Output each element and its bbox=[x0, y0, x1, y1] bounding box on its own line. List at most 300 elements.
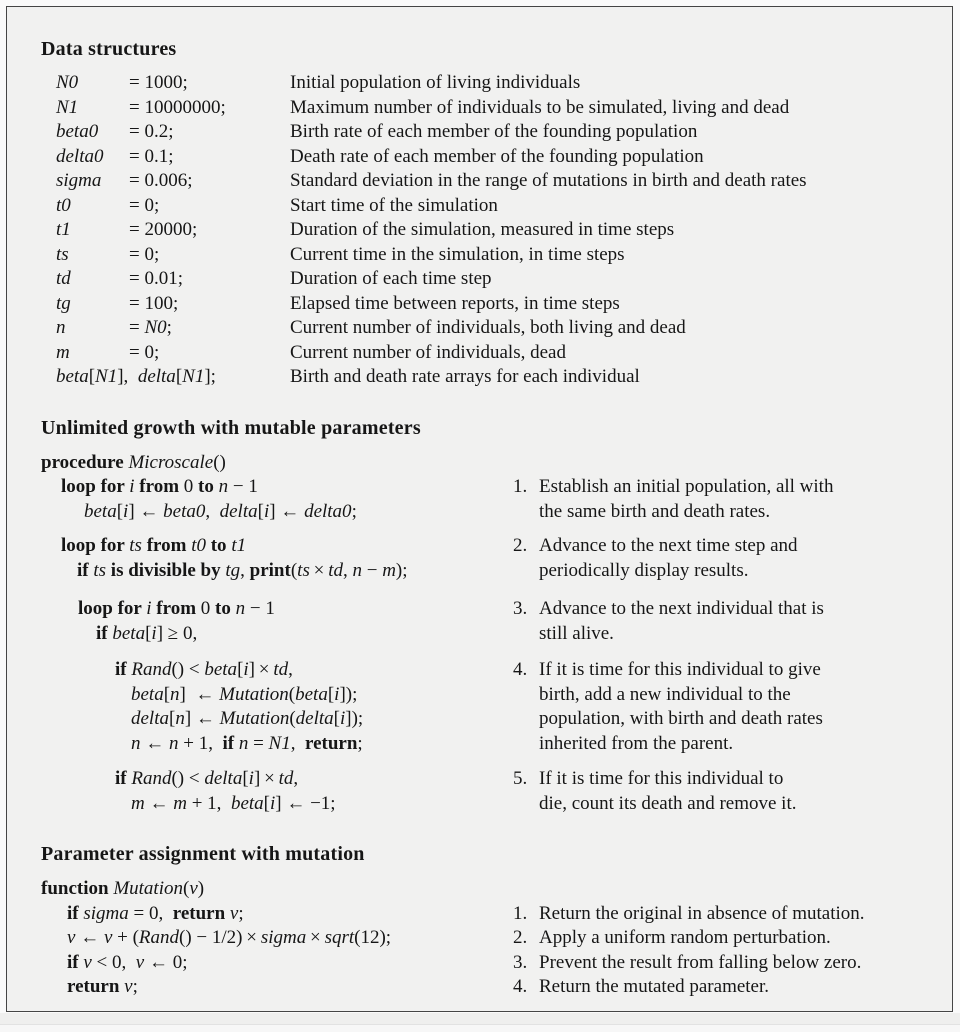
data-structure-row bbox=[56, 145, 938, 170]
text-segment: , bbox=[205, 500, 220, 522]
annotation bbox=[513, 951, 938, 976]
text-segment: t0 bbox=[191, 535, 206, 556]
text-segment: beta bbox=[84, 500, 117, 522]
text-segment: return bbox=[172, 902, 230, 924]
variable-value bbox=[129, 316, 290, 341]
variable-value bbox=[129, 120, 290, 145]
code-block bbox=[41, 902, 513, 927]
code-line bbox=[41, 902, 513, 927]
annotation-number: 2. bbox=[513, 535, 528, 556]
mutation-block bbox=[41, 975, 938, 1000]
text-segment: [ bbox=[237, 659, 244, 680]
annotation-line: still alive. bbox=[539, 622, 614, 644]
text-segment: v bbox=[135, 951, 145, 973]
text-segment: = 0.006; bbox=[129, 170, 193, 191]
annotation-line: inherited from the parent. bbox=[539, 732, 734, 754]
variable-value bbox=[129, 243, 290, 268]
mutation-block bbox=[41, 877, 938, 902]
text-segment: [ bbox=[263, 792, 270, 814]
data-structures-rows bbox=[56, 71, 938, 390]
code-line bbox=[41, 500, 513, 525]
text-segment: [ bbox=[116, 500, 124, 522]
annotation bbox=[513, 597, 938, 646]
text-segment: ]; bbox=[204, 366, 216, 387]
text-segment: = bbox=[248, 732, 269, 754]
text-segment: delta bbox=[219, 500, 258, 522]
text-segment: Rand bbox=[138, 927, 180, 948]
variable-description: Initial population of living individuals bbox=[290, 72, 581, 93]
variable-description: Birth rate of each member of the founding population bbox=[290, 121, 698, 142]
annotation-line: periodically display results. bbox=[539, 559, 749, 581]
text-segment: n bbox=[56, 317, 66, 338]
text-segment: ); bbox=[395, 559, 408, 581]
microscale-block bbox=[41, 451, 938, 476]
text-segment: [ bbox=[88, 366, 96, 387]
text-segment: td bbox=[278, 768, 294, 789]
text-segment: N1 bbox=[56, 96, 79, 118]
text-segment: 0 bbox=[200, 598, 211, 619]
variable-name bbox=[56, 365, 290, 390]
annotation bbox=[513, 926, 938, 951]
code-block bbox=[41, 475, 513, 524]
text-segment: Mutation bbox=[219, 708, 290, 729]
annotation-line: If it is time for this individual to bbox=[539, 768, 784, 789]
text-segment: tg bbox=[56, 292, 71, 314]
text-segment: beta bbox=[112, 622, 146, 644]
data-structure-row bbox=[56, 194, 938, 219]
variable-name bbox=[56, 120, 129, 145]
text-segment: , bbox=[240, 559, 250, 581]
annotation-text bbox=[539, 926, 831, 951]
text-segment: loop for bbox=[61, 476, 130, 497]
text-segment: tg bbox=[225, 559, 241, 581]
variable-name bbox=[56, 96, 129, 121]
data-structure-row bbox=[56, 365, 938, 390]
variable-name bbox=[56, 169, 129, 194]
variable-value bbox=[129, 292, 290, 317]
text-segment: m bbox=[56, 341, 70, 363]
text-segment: delta bbox=[295, 708, 334, 729]
text-segment: ← bbox=[140, 732, 169, 754]
text-segment: [ bbox=[175, 366, 183, 387]
text-segment: print bbox=[249, 559, 291, 581]
variable-name bbox=[56, 71, 129, 96]
text-segment: × bbox=[309, 559, 329, 581]
text-segment: sqrt bbox=[324, 927, 355, 948]
code-line bbox=[41, 767, 513, 792]
text-segment: delta0 bbox=[56, 145, 104, 167]
text-segment: n bbox=[131, 732, 141, 754]
code-line bbox=[41, 597, 513, 622]
microscale-block bbox=[41, 658, 938, 756]
text-segment: ← bbox=[75, 927, 104, 948]
text-segment: ]); bbox=[345, 708, 364, 729]
variable-value bbox=[129, 169, 290, 194]
text-segment: ts bbox=[93, 559, 107, 581]
text-segment: + 1, bbox=[186, 792, 231, 814]
text-segment: ], bbox=[117, 366, 138, 387]
text-segment: m bbox=[131, 792, 145, 814]
variable-value bbox=[129, 194, 290, 219]
text-segment: ; bbox=[351, 500, 357, 522]
text-segment: = 1000; bbox=[129, 72, 188, 93]
mutation-block bbox=[41, 951, 938, 976]
variable-description: Current number of individuals, both living and dead bbox=[290, 317, 686, 338]
text-segment: is divisible by bbox=[106, 559, 226, 581]
text-segment: v bbox=[83, 951, 92, 973]
text-segment: i bbox=[129, 476, 135, 497]
text-segment: procedure bbox=[41, 451, 129, 473]
text-segment: = 0; bbox=[129, 243, 160, 265]
variable-name bbox=[56, 267, 129, 292]
text-segment: v bbox=[124, 976, 133, 997]
text-segment: () < bbox=[171, 659, 205, 680]
variable-name bbox=[56, 243, 129, 268]
annotation-line: Advance to the next time step and bbox=[539, 535, 798, 556]
code-block bbox=[41, 767, 513, 816]
text-segment: × bbox=[306, 927, 325, 948]
text-segment: if bbox=[77, 559, 94, 581]
annotation-number: 3. bbox=[513, 598, 528, 619]
text-segment: = 0, bbox=[128, 902, 173, 924]
text-segment: − 1 bbox=[228, 476, 258, 497]
annotation-text bbox=[539, 475, 833, 524]
text-segment: if bbox=[222, 732, 239, 754]
annotation-number: 4. bbox=[513, 659, 528, 680]
text-segment: ; bbox=[238, 902, 244, 924]
code-block bbox=[41, 597, 513, 646]
text-segment: td bbox=[273, 659, 289, 680]
text-segment: i bbox=[263, 500, 270, 522]
annotation-text bbox=[539, 767, 796, 816]
code-line bbox=[41, 475, 513, 500]
text-segment: t1 bbox=[56, 219, 71, 240]
text-segment: [ bbox=[242, 768, 249, 789]
data-structure-row bbox=[56, 71, 938, 96]
text-segment: if bbox=[67, 951, 84, 973]
text-segment: from bbox=[134, 476, 184, 497]
annotation-line: population, with birth and death rates bbox=[539, 708, 823, 729]
variable-value bbox=[129, 267, 290, 292]
text-segment: N1 bbox=[95, 366, 118, 387]
text-segment: t0 bbox=[56, 194, 71, 216]
microscale-heading: Unlimited growth with mutable parameters bbox=[41, 416, 421, 439]
annotation-line: Establish an initial population, all with bbox=[539, 476, 834, 497]
annotation-line: Apply a uniform random perturbation. bbox=[539, 927, 831, 948]
text-segment: ] × bbox=[248, 659, 274, 680]
code-line bbox=[41, 951, 513, 976]
code-block bbox=[41, 658, 513, 756]
data-structure-row bbox=[56, 292, 938, 317]
text-segment: loop for bbox=[61, 535, 130, 556]
text-segment: Mutation bbox=[219, 683, 289, 705]
text-segment: = 20000; bbox=[129, 219, 198, 240]
code-line bbox=[41, 658, 513, 683]
text-segment: sigma bbox=[83, 902, 129, 924]
code-line bbox=[41, 707, 513, 732]
text-segment: beta bbox=[56, 366, 89, 387]
code-line bbox=[41, 534, 513, 559]
annotation-text bbox=[539, 597, 824, 646]
text-segment: 0 bbox=[183, 476, 194, 497]
text-segment: v bbox=[189, 878, 198, 899]
variable-description: Current time in the simulation, in time steps bbox=[290, 243, 625, 265]
text-segment: , bbox=[290, 732, 305, 754]
text-segment: + ( bbox=[112, 927, 139, 948]
text-segment: i bbox=[146, 598, 152, 619]
annotation bbox=[513, 534, 938, 583]
annotation-number: 1. bbox=[513, 902, 528, 924]
text-segment: i bbox=[248, 768, 254, 789]
annotation-text bbox=[539, 951, 861, 976]
text-segment: beta bbox=[295, 683, 328, 705]
annotation-text bbox=[539, 658, 823, 756]
text-segment: ( bbox=[183, 878, 190, 899]
mutation-blocks bbox=[41, 877, 938, 1000]
text-segment: beta bbox=[230, 792, 264, 814]
code-line bbox=[41, 975, 513, 1000]
text-segment: i bbox=[269, 792, 276, 814]
text-segment: beta bbox=[204, 659, 238, 680]
text-segment: Mutation bbox=[113, 878, 183, 899]
data-structure-row bbox=[56, 267, 938, 292]
text-segment: ts bbox=[129, 535, 142, 556]
annotation-number: 3. bbox=[513, 951, 528, 973]
annotation-text bbox=[539, 534, 798, 583]
text-segment: ( bbox=[290, 559, 298, 581]
variable-description: Current number of individuals, dead bbox=[290, 341, 566, 363]
annotation-text bbox=[539, 975, 769, 1000]
data-structure-row bbox=[56, 120, 938, 145]
text-segment: [ bbox=[145, 622, 152, 644]
code-line bbox=[41, 732, 513, 757]
text-segment: to bbox=[193, 476, 219, 497]
annotation-line: Return the mutated parameter. bbox=[539, 976, 770, 997]
text-segment: [ bbox=[327, 683, 335, 705]
variable-description: Maximum number of individuals to be simulated, living and dead bbox=[290, 96, 790, 118]
text-segment: Microscale bbox=[128, 451, 214, 473]
text-segment: ] ← bbox=[128, 500, 164, 522]
text-segment: i bbox=[334, 683, 340, 705]
code-line bbox=[41, 792, 513, 817]
code-block bbox=[41, 451, 513, 476]
annotation bbox=[513, 658, 938, 756]
variable-description: Duration of the simulation, measured in time steps bbox=[290, 219, 675, 240]
text-segment: from bbox=[141, 535, 192, 556]
annotation-number: 5. bbox=[513, 768, 528, 789]
code-line bbox=[41, 877, 513, 902]
text-segment: − bbox=[361, 559, 383, 581]
variable-name bbox=[56, 341, 129, 366]
microscale-block bbox=[41, 475, 938, 524]
variable-name bbox=[56, 292, 129, 317]
text-segment: = 0; bbox=[129, 341, 160, 363]
data-structure-row bbox=[56, 341, 938, 366]
code-block bbox=[41, 534, 513, 583]
variable-name bbox=[56, 194, 129, 219]
text-segment: () − 1/2) × bbox=[179, 927, 261, 948]
text-segment: Rand bbox=[131, 659, 172, 680]
text-segment: delta0 bbox=[304, 500, 352, 522]
text-segment: n bbox=[170, 683, 180, 705]
text-segment: m bbox=[173, 792, 187, 814]
text-segment: sigma bbox=[260, 927, 307, 948]
data-structure-row bbox=[56, 96, 938, 121]
data-structures-heading: Data structures bbox=[41, 38, 177, 60]
text-segment: ] ≥ 0, bbox=[156, 622, 198, 644]
text-segment: delta bbox=[131, 708, 169, 729]
code-line bbox=[41, 926, 513, 951]
mutation-block bbox=[41, 926, 938, 951]
text-segment: = 100; bbox=[129, 292, 179, 314]
variable-value bbox=[129, 341, 290, 366]
variable-description: Death rate of each member of the founding population bbox=[290, 145, 704, 167]
text-segment: ← bbox=[144, 792, 174, 814]
variable-name bbox=[56, 145, 129, 170]
text-segment: [ bbox=[333, 708, 340, 729]
text-segment: [ bbox=[169, 708, 176, 729]
text-segment: ] ← −1; bbox=[275, 792, 336, 814]
annotation bbox=[513, 902, 938, 927]
text-segment: td bbox=[56, 268, 71, 289]
variable-value bbox=[129, 71, 290, 96]
code-line bbox=[41, 622, 513, 647]
text-segment: t1 bbox=[231, 535, 247, 556]
mutation-heading: Parameter assignment with mutation bbox=[41, 843, 365, 865]
annotation-line: Advance to the next individual that is bbox=[539, 598, 824, 619]
text-segment: ← 0; bbox=[144, 951, 188, 973]
data-structure-row bbox=[56, 169, 938, 194]
variable-description: Duration of each time step bbox=[290, 268, 492, 289]
text-segment: (12); bbox=[354, 927, 392, 948]
document-frame bbox=[6, 6, 953, 1012]
mutation-block bbox=[41, 902, 938, 927]
annotation-number: 2. bbox=[513, 927, 528, 948]
text-segment: = 0; bbox=[129, 194, 160, 216]
text-segment: beta0 bbox=[56, 121, 99, 142]
text-segment: = 0.2; bbox=[129, 121, 174, 142]
text-segment: n bbox=[235, 598, 246, 619]
text-segment: ]); bbox=[339, 683, 358, 705]
text-segment: td bbox=[328, 559, 343, 581]
text-segment: ) bbox=[197, 878, 205, 899]
text-segment: () bbox=[213, 451, 226, 473]
text-segment: i bbox=[151, 622, 157, 644]
text-segment: [ bbox=[163, 683, 171, 705]
text-segment: = 0.1; bbox=[129, 145, 174, 167]
data-structure-row bbox=[56, 243, 938, 268]
code-block bbox=[41, 975, 513, 1000]
text-segment: N1 bbox=[182, 366, 205, 387]
annotation-line: die, count its death and remove it. bbox=[539, 792, 797, 814]
variable-description: Birth and death rate arrays for each individual bbox=[290, 366, 640, 387]
text-segment: return bbox=[67, 976, 125, 997]
text-segment: function bbox=[41, 878, 114, 899]
text-segment: ] × bbox=[253, 768, 279, 789]
annotation-text bbox=[539, 902, 865, 927]
text-segment: to bbox=[205, 535, 232, 556]
text-segment: if bbox=[67, 902, 84, 924]
text-segment: beta bbox=[131, 683, 164, 705]
text-segment: i bbox=[123, 500, 129, 522]
text-segment: − 1 bbox=[245, 598, 275, 619]
text-segment: N0 bbox=[144, 317, 167, 338]
text-segment: , bbox=[288, 659, 293, 680]
code-line bbox=[41, 559, 513, 584]
annotation-number: 1. bbox=[513, 476, 528, 497]
microscale-block bbox=[41, 597, 938, 646]
text-segment: ts bbox=[297, 559, 310, 581]
text-segment: i bbox=[339, 708, 346, 729]
text-segment: m bbox=[382, 559, 396, 581]
text-segment: [ bbox=[257, 500, 264, 522]
text-segment: sigma bbox=[56, 170, 102, 191]
annotation-line: Prevent the result from falling below zero. bbox=[539, 951, 862, 973]
text-segment: < 0, bbox=[91, 951, 136, 973]
variable-description: Standard deviation in the range of mutations in birth and death rates bbox=[290, 170, 807, 191]
text-segment: Rand bbox=[131, 768, 172, 789]
microscale-block bbox=[41, 767, 938, 816]
text-segment: to bbox=[210, 598, 236, 619]
code-line bbox=[41, 683, 513, 708]
text-segment: delta bbox=[137, 366, 176, 387]
variable-description: Start time of the simulation bbox=[290, 194, 498, 216]
text-segment: n bbox=[169, 732, 179, 754]
text-segment: ] ← bbox=[184, 708, 220, 729]
page-bottom-strip bbox=[0, 1024, 960, 1032]
text-segment: + 1, bbox=[178, 732, 223, 754]
code-block bbox=[41, 951, 513, 976]
text-segment: delta bbox=[204, 768, 243, 789]
text-segment: = 0.01; bbox=[129, 268, 183, 289]
text-segment: loop for bbox=[78, 598, 147, 619]
code-block bbox=[41, 926, 513, 951]
variable-value bbox=[129, 218, 290, 243]
text-segment: ; bbox=[357, 732, 363, 754]
microscale-blocks bbox=[41, 451, 938, 817]
microscale-block bbox=[41, 534, 938, 583]
text-segment: v bbox=[103, 927, 113, 948]
text-segment: beta0 bbox=[163, 500, 206, 522]
text-segment: n bbox=[352, 559, 362, 581]
text-segment: n bbox=[238, 732, 249, 754]
text-segment: if bbox=[115, 768, 132, 789]
text-segment: i bbox=[243, 659, 249, 680]
text-segment: from bbox=[151, 598, 201, 619]
annotation-line: birth, add a new individual to the bbox=[539, 683, 791, 705]
code-block bbox=[41, 877, 513, 902]
data-structure-row bbox=[56, 316, 938, 341]
annotation-number: 4. bbox=[513, 976, 528, 997]
text-segment: n bbox=[175, 708, 185, 729]
text-segment: ] ← bbox=[179, 683, 220, 705]
text-segment: return bbox=[304, 732, 358, 754]
text-segment: , bbox=[293, 768, 299, 789]
variable-name bbox=[56, 316, 129, 341]
text-segment: = bbox=[129, 317, 145, 338]
text-segment: if bbox=[115, 659, 132, 680]
annotation bbox=[513, 475, 938, 524]
text-segment: ; bbox=[132, 976, 138, 997]
text-segment: v bbox=[67, 927, 76, 948]
below-frame-band bbox=[0, 1013, 960, 1024]
variable-name bbox=[56, 218, 129, 243]
variable-value bbox=[129, 96, 290, 121]
variable-value bbox=[129, 145, 290, 170]
text-segment: ] ← bbox=[269, 500, 305, 522]
text-segment: if bbox=[96, 622, 113, 644]
text-segment: ( bbox=[288, 683, 296, 705]
